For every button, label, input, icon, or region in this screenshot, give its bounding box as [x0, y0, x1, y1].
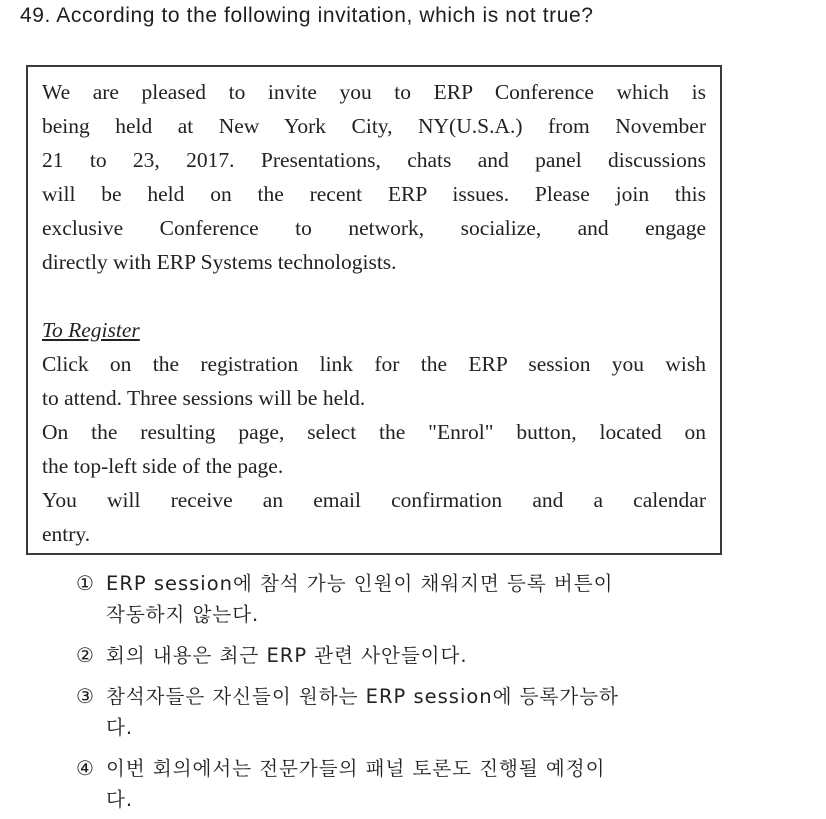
option-marker: ③	[76, 684, 95, 708]
option-marker: ①	[76, 571, 95, 595]
option-line: 다.	[106, 788, 134, 811]
option-line: 참석자들은 자신들이 원하는 ERP session에 등록가능하	[106, 685, 619, 708]
passage-line: On the resulting page, select the "Enrol" button, located on	[42, 420, 706, 444]
invitation-passage	[26, 65, 722, 555]
option-text	[106, 681, 776, 743]
option-marker: ②	[76, 643, 95, 667]
passage-line: 21 to 23, 2017. Presentations, chats and panel discussions	[42, 148, 706, 172]
register-subheading: To Register	[42, 318, 140, 342]
passage-line: to attend. Three sessions will be held.	[42, 386, 366, 410]
answer-options	[76, 568, 776, 819]
option-line: 작동하지 않는다.	[106, 603, 260, 626]
option-line: ERP session에 참석 가능 인원이 채워지면 등록 버튼이	[106, 572, 614, 595]
paragraph-spacer	[42, 279, 706, 313]
passage-line: being held at New York City, NY(U.S.A.) from November	[42, 114, 706, 138]
passage-line: exclusive Conference to network, socialize, and engage	[42, 216, 706, 240]
option-line: 회의 내용은 최근 ERP 관련 사안들이다.	[106, 644, 468, 667]
option-4[interactable]	[76, 753, 776, 815]
option-marker: ④	[76, 756, 95, 780]
question-title: 49. According to the following invitation, which is not true?	[20, 4, 594, 27]
option-1[interactable]	[76, 568, 776, 630]
passage-line: will be held on the recent ERP issues. Please join this	[42, 182, 706, 206]
passage-line: We are pleased to invite you to ERP Conference which is	[42, 80, 706, 104]
option-text	[106, 753, 776, 815]
passage-line: directly with ERP Systems technologists.	[42, 250, 397, 274]
register-paragraph	[42, 347, 706, 551]
passage-line: the top-left side of the page.	[42, 454, 284, 478]
intro-paragraph	[42, 75, 706, 279]
option-line: 이번 회의에서는 전문가들의 패널 토론도 진행될 예정이	[106, 757, 606, 780]
option-line: 다.	[106, 716, 134, 739]
option-2[interactable]	[76, 640, 776, 671]
passage-line: You will receive an email confirmation and a calendar	[42, 488, 706, 512]
passage-line: entry.	[42, 522, 91, 546]
option-text	[106, 640, 776, 671]
passage-line: Click on the registration link for the ERP session you wish	[42, 352, 706, 376]
option-text	[106, 568, 776, 630]
option-3[interactable]	[76, 681, 776, 743]
